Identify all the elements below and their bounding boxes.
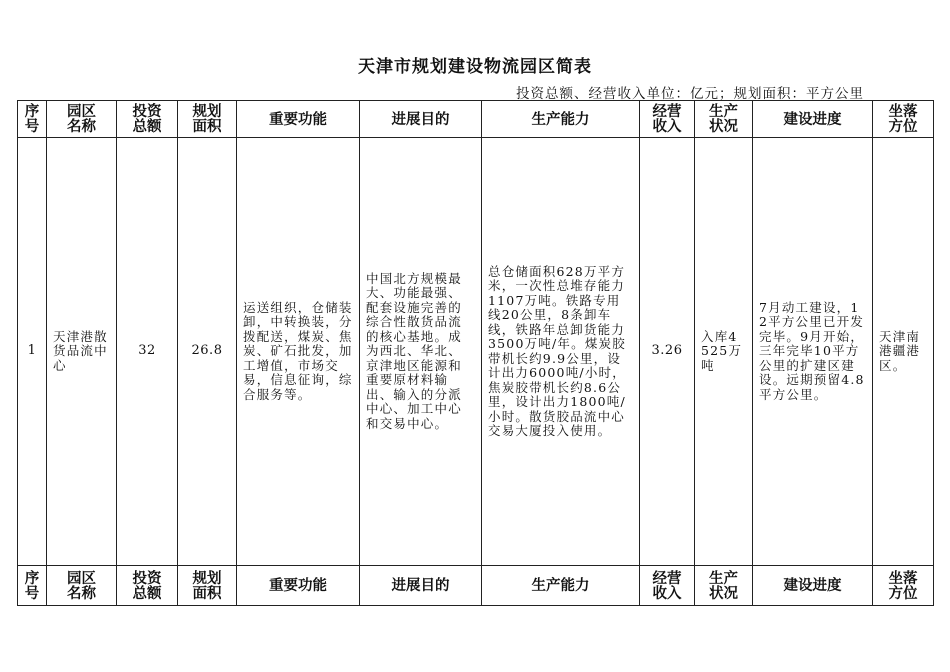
header-park-name: 园区名称 <box>47 101 117 138</box>
cell-capacity: 总仓储面积628万平方米，一次性总堆存能力1107万吨。铁路专用线20公里，8条卸车线，铁路年总卸货能力3500万吨/年。煤炭胶带机长约9.9公里，设计出力6000吨/小时，焦炭胶带机长约8.6公里，设计出力1800吨/小时。散货胶品流中心交易大厦投入使用。 <box>482 138 640 566</box>
header-capacity: 生产能力 <box>482 101 640 138</box>
header-investment: 投资总额 <box>117 101 178 138</box>
header-functions: 重要功能 <box>237 566 360 606</box>
header-row <box>18 101 934 138</box>
header-location: 坐落方位 <box>873 101 934 138</box>
header-area: 规划面积 <box>178 101 237 138</box>
header-goals: 进展目的 <box>360 566 482 606</box>
header-revenue: 经营收入 <box>640 566 695 606</box>
header-area: 规划面积 <box>178 566 237 606</box>
header-investment: 投资总额 <box>117 566 178 606</box>
table-row <box>18 138 934 566</box>
header-goals: 进展目的 <box>360 101 482 138</box>
cell-functions: 运送组织，仓储装卸，中转换装，分拨配送，煤炭、焦炭、矿石批发，加工增值，市场交易，信息征询，综合服务等。 <box>237 138 360 566</box>
cell-revenue: 3.26 <box>640 138 695 566</box>
header-progress: 建设进度 <box>753 101 873 138</box>
cell-location: 天津南港疆港区。 <box>873 138 934 566</box>
cell-seq: 1 <box>18 138 47 566</box>
units-note: 投资总额、经营收入单位：亿元；规划面积：平方公里 <box>516 86 864 102</box>
cell-progress: 7月动工建设，12平方公里已开发完毕。9月开始，三年完毕10平方公里的扩建区建设。远期预留4.8平方公里。 <box>753 138 873 566</box>
header-progress: 建设进度 <box>753 566 873 606</box>
cell-goals: 中国北方规模最大、功能最强、配套设施完善的综合性散货品流的核心基地。成为西北、华北、京津地区能源和重要原材料输出、输入的分派中心、加工中心和交易中心。 <box>360 138 482 566</box>
header-seq: 序号 <box>18 566 47 606</box>
cell-status: 入库4525万吨 <box>695 138 753 566</box>
header-park-name: 园区名称 <box>47 566 117 606</box>
header-capacity: 生产能力 <box>482 566 640 606</box>
header-status: 生产状况 <box>695 566 753 606</box>
header-seq: 序号 <box>18 101 47 138</box>
header-location: 坐落方位 <box>873 566 934 606</box>
header-status: 生产状况 <box>695 101 753 138</box>
logistics-park-table <box>17 100 934 606</box>
header-revenue: 经营收入 <box>640 101 695 138</box>
repeated-header-row <box>18 566 934 606</box>
cell-area: 26.8 <box>178 138 237 566</box>
document-title: 天津市规划建设物流园区简表 <box>358 57 592 77</box>
cell-investment: 32 <box>117 138 178 566</box>
cell-park-name: 天津港散货品流中心 <box>47 138 117 566</box>
header-functions: 重要功能 <box>237 101 360 138</box>
